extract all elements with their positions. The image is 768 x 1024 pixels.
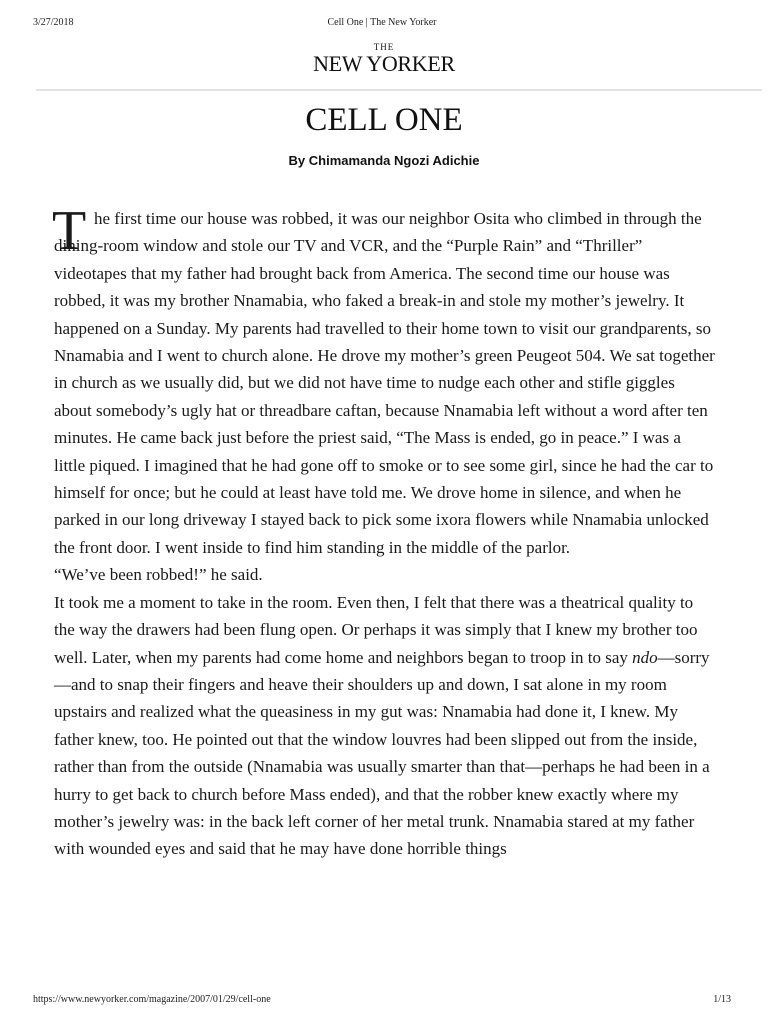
- drop-cap: T: [52, 200, 87, 262]
- logo-the: THE: [373, 42, 395, 52]
- article-body: [52, 200, 716, 863]
- print-page-title: Cell One | The New Yorker: [327, 17, 437, 28]
- article-headline: CELL ONE: [305, 102, 463, 138]
- article-paragraph: “We’ve been robbed!” he said.: [54, 565, 263, 585]
- new-yorker-logo[interactable]: [0, 42, 768, 76]
- print-date: 3/27/2018: [33, 17, 74, 28]
- article-paragraph: [54, 589, 716, 863]
- article-paragraph: [52, 200, 716, 561]
- header-divider: [36, 89, 762, 91]
- paragraph-text: —sorry—and to snap their fingers and heave their shoulders up and down, I sat alone in my room upstairs and realized what the queasiness in my gut was: Nnamabia had done it, I knew. My father knew, too. He pointed out that the window louvres had been slipped out from the inside, rather than from the outside (Nnamabia was usually smarter than that—perhaps he had been in a hurry to get back to church before Mass ended), and that the robber knew exactly where my mother’s jewelry was: in the back left corner of her metal trunk. Nnamabia stared at my father with wounded eyes and said that he may have done horrible things: [54, 647, 710, 859]
- italic-word: ndo: [632, 647, 658, 667]
- logo-name: NEW YORKER: [313, 51, 455, 76]
- print-footer: [33, 994, 731, 1005]
- article-byline[interactable]: By Chimamanda Ngozi Adichie: [288, 153, 480, 168]
- print-url: https://www.newyorker.com/magazine/2007/01/29/cell-one: [33, 994, 271, 1005]
- paragraph-text: It took me a moment to take in the room. Even then, I felt that there was a theatrical quality to the way the drawers had been flung open. Or perhaps it was simply that I knew my brother too well. Later, when my parents had come home and neighbors began to troop in to say: [54, 592, 698, 667]
- paragraph-text: he first time our house was robbed, it was our neighbor Osita who climbed in through the dining-room window and stole our TV and VCR, and the “Purple Rain” and “Thriller” videotapes that my father had brought back from America. The second time our house was robbed, it was my brother Nnamabia, who faked a break-in and stole my mother’s jewelry. It happened on a Sunday. My parents had travelled to their home town to visit our grandparents, so Nnamabia and I went to church alone. He drove my mother’s green Peugeot 504. We sat together in church as we usually did, but we did not have time to nudge each other and stifle giggles about somebody’s ugly hat or threadbare caftan, because Nnamabia left without a word after ten minutes. He came back just before the priest said, “The Mass is ended, go in peace.” I was a little piqued. I imagined that he had gone off to smoke or to see some girl, since he had the car to himself for once; but he could at least have told me. We drove home in silence, and when he parked in our long driveway I stayed back to pick some ixora flowers while Nnamabia unlocked the front door. I went inside to find him standing in the middle of the parlor.: [54, 209, 715, 557]
- page-number: 1/13: [713, 994, 731, 1005]
